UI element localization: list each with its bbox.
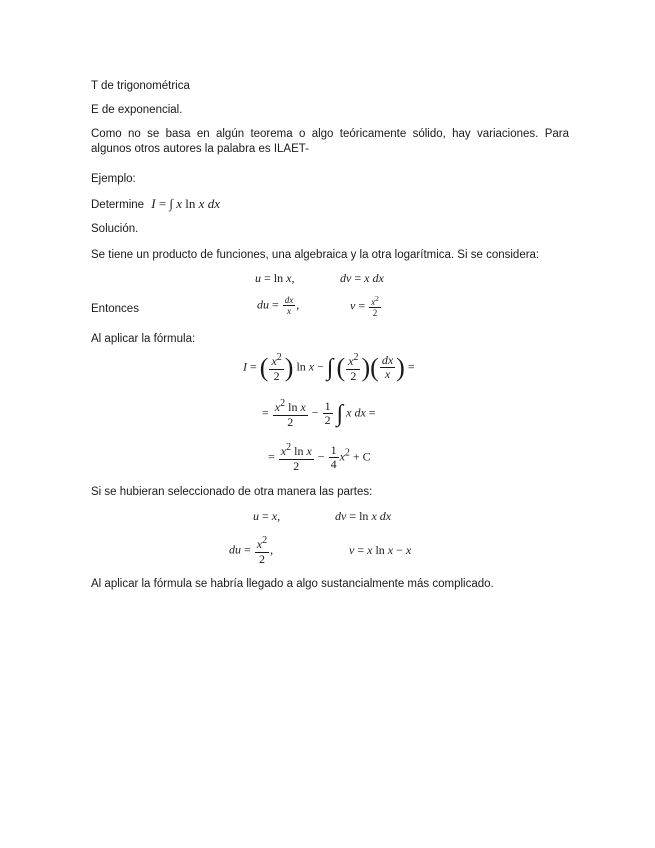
line-ejemplo: Ejemplo: <box>91 173 136 185</box>
dv-equals-x-dx: dv = x dx <box>340 271 384 285</box>
integration-step-1: I = ( $\frac{x^2}{2}$ ) ln x − ∫ ( $\frac{x^2}{2}$ )( $\frac{dx}{x}$ ) = <box>243 352 415 383</box>
line-aplicar-formula: Al aplicar la fórmula: <box>91 333 196 345</box>
u-equals-x: u = x, <box>253 509 281 523</box>
paragraph-variaciones: Como no se basa en algún teorema o algo teóricamente sólido, hay variaciones. Para algunos otros autores la palabra es ILAET- <box>91 128 569 155</box>
line-trigonometrica: T de trigonométrica <box>91 80 190 92</box>
integration-step-2: = $\frac{x^2 \ln x}{2}$ − $\frac{1}{2}$ ∫ x dx = <box>262 398 376 429</box>
line-determine <box>91 196 220 213</box>
integration-step-3: = $\frac{x^2 \ln x}{2}$ − $\frac{1}{4}$ $x^2 + C$ <box>268 442 371 473</box>
v-equals-x-ln-x-minus-x: v = x ln x − x <box>349 543 412 557</box>
determine-label: Determine <box>91 199 145 211</box>
line-entonces: Entonces <box>91 303 139 315</box>
du-equals-x2-over-2: du = $\frac{x^2}{2}$ , <box>229 535 274 566</box>
line-si-hubieran: Si se hubieran seleccionado de otra manera las partes: <box>91 486 373 498</box>
line-producto: Se tiene un producto de funciones, una algebraica y la otra logarítmica. Si se considera: <box>91 249 540 261</box>
line-solucion: Solución. <box>91 223 139 235</box>
line-exponencial: E de exponencial. <box>91 104 183 116</box>
u-equals-ln-x: u = ln x, <box>255 271 295 285</box>
du-equals-dx-over-x: du = $\frac{dx}{x}$ , <box>257 295 300 317</box>
line-final: Al aplicar la fórmula se habría llegado a algo sustancialmente más complicado. <box>91 578 494 590</box>
determine-expression: I = ∫ x ln x dx <box>151 196 220 211</box>
v-equals-x2-over-2: v = $\frac{x^2}{2}$ <box>350 294 379 319</box>
dv-equals-ln-x-dx: dv = ln x dx <box>335 509 392 523</box>
